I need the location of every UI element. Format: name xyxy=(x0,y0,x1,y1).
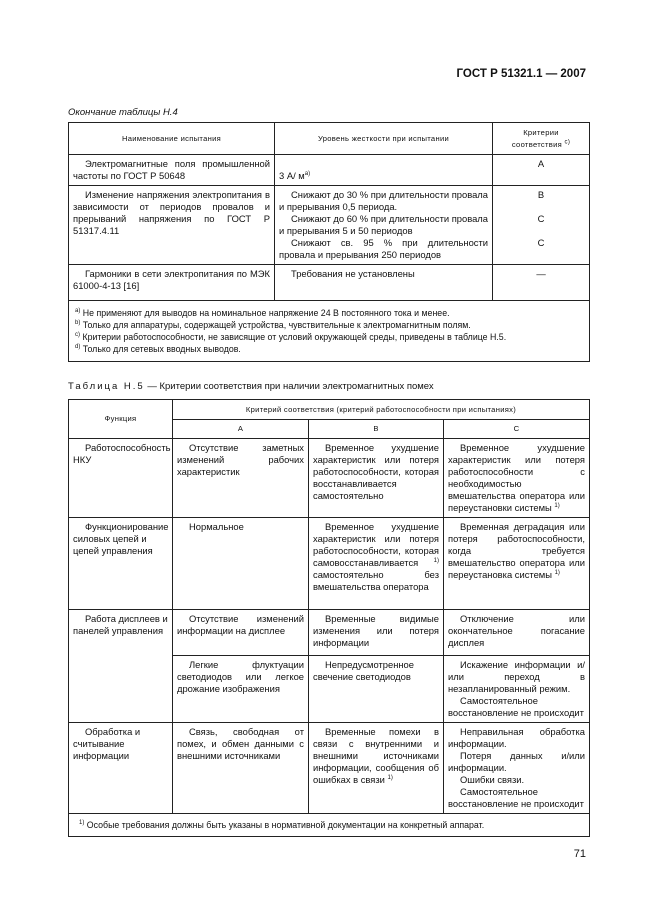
document-header: ГОСТ Р 51321.1 — 2007 xyxy=(456,68,586,80)
function-cell: Работа дисплеев и панелей управления xyxy=(69,610,173,723)
test-name: Изменение напряжения электропитания в зависимости от периодов провалов и прерываний напряжения по ГОСТ Р 51317.4.11 xyxy=(69,186,275,265)
criteria-c-cell: Временное ухудшение характеристик или потеря работоспособности с необходимостью вмешательства оператора или переустановки системы $^{1)}$ xyxy=(444,439,590,518)
col-header-level: Уровень жесткости при испытании xyxy=(275,123,493,155)
table2-caption: Таблица Н.5 — Критерии соответствия при наличии электромагнитных помех xyxy=(68,381,434,392)
table-h4-end xyxy=(68,122,590,362)
test-level: Требования не установлены xyxy=(275,265,493,301)
note: $^{b)}$ Только для аппаратуры, содержащей устройства, чувствительные к электромагнитным полям. xyxy=(75,320,471,330)
criteria-b-cell: Временные помехи в связи с внутренними и внешними источниками информации, сообщения об ошибках в связи $^{1)}$ xyxy=(309,723,444,814)
page-number: 71 xyxy=(573,848,586,860)
test-criteria: В С С xyxy=(493,186,590,265)
function-cell: Функционирование силовых цепей и цепей управления xyxy=(69,518,173,610)
col-header-function: Функция xyxy=(69,400,173,439)
function-cell: Обработка и считывание информации xyxy=(69,723,173,814)
col-header-c: С xyxy=(444,420,590,439)
criteria-c-cell: Временная деградация или потеря работоспособности, когда требуется вмешательство оператора или переустановка системы $^{1)}$ xyxy=(444,518,590,610)
table-row xyxy=(69,723,590,814)
col-header-b: В xyxy=(309,420,444,439)
test-criteria: А xyxy=(493,155,590,186)
test-name: Гармоники в сети электропитания по МЭК 61000-4-13 [16] xyxy=(69,265,275,301)
table-row xyxy=(69,155,590,186)
table1-caption: Окончание таблицы Н.4 xyxy=(68,107,178,118)
function-cell: Работоспособность НКУ xyxy=(69,439,173,518)
criteria-b-cell: Временное ухудшение характеристик или потеря работоспособности, которая восстанавливается самостоятельно xyxy=(309,439,444,518)
criteria-a-cell: Отсутствие изменений информации на дисплее xyxy=(173,610,309,656)
criteria-a-cell: Связь, свободная от помех, и обмен данными с внешними источниками xyxy=(173,723,309,814)
col-header-criteria: Критерии соответствия $^{c)}$ xyxy=(493,123,590,155)
test-level: Снижают до 30 % при длительности провала и прерывания 0,5 периода. Снижают до 60 % при длительности провала и прерывания 5 и 50 периодов Снижают св. 95 % при длительности провала и прерывания 250 периодов xyxy=(275,186,493,265)
criteria-a-cell: Отсутствие заметных изменений рабочих характеристик xyxy=(173,439,309,518)
test-level: 3 А/ $м^{a)}$ xyxy=(275,155,493,186)
col-header-criteria: Критерий соответствия (критерий работоспособности при испытаниях) xyxy=(173,400,590,420)
table-row xyxy=(69,439,590,518)
test-name: Электромагнитные поля промышленной частоты по ГОСТ Р 50648 xyxy=(69,155,275,186)
criteria-c-cell: Искажение информации и/или переход в незапланированный режим. Самостоятельное восстановление не происходит xyxy=(444,656,590,723)
criteria-a-cell: Легкие флуктуации светодиодов или легкое дрожание изображения xyxy=(173,656,309,723)
table-footnote-row xyxy=(69,814,590,837)
table-row xyxy=(69,186,590,265)
table-notes xyxy=(69,301,590,362)
note: $^{c)}$ Критерии работоспособности, не зависящие от условий окружающей среды, приведены в таблице Н.5. xyxy=(75,332,507,342)
criteria-c-cell: Неправильная обработка информации. Потеря данных и/или информации. Ошибки связи. Самостоятельное восстановление не происходит xyxy=(444,723,590,814)
col-header-test: Наименование испытания xyxy=(69,123,275,155)
criteria-a-cell: Нормальное xyxy=(173,518,309,610)
table-row xyxy=(69,610,590,656)
criteria-b-cell: Временные видимые изменения или потеря информации xyxy=(309,610,444,656)
criteria-c-cell: Отключение или окончательное погасание дисплея xyxy=(444,610,590,656)
table-row xyxy=(69,265,590,301)
test-criteria: — xyxy=(493,265,590,301)
table-row xyxy=(69,518,590,610)
note: $^{d)}$ Только для сетевых вводных выводов. xyxy=(75,344,241,354)
criteria-b-cell: Непредусмотренное свечение светодиодов xyxy=(309,656,444,723)
criteria-b-cell: Временное ухудшение характеристик или потеря работоспособности, которая самовосстанавливается $^{1)}$ самостоятельно без вмешательства оператора xyxy=(309,518,444,610)
table-h5 xyxy=(68,399,590,837)
note: $^{a)}$ Не применяют для выводов на номинальное напряжение 24 В постоянного тока и менее. xyxy=(75,308,450,318)
col-header-a: А xyxy=(173,420,309,439)
table-footnote: $^{1)}$ Особые требования должны быть указаны в нормативной документации на конкретный аппарат. xyxy=(69,814,590,837)
